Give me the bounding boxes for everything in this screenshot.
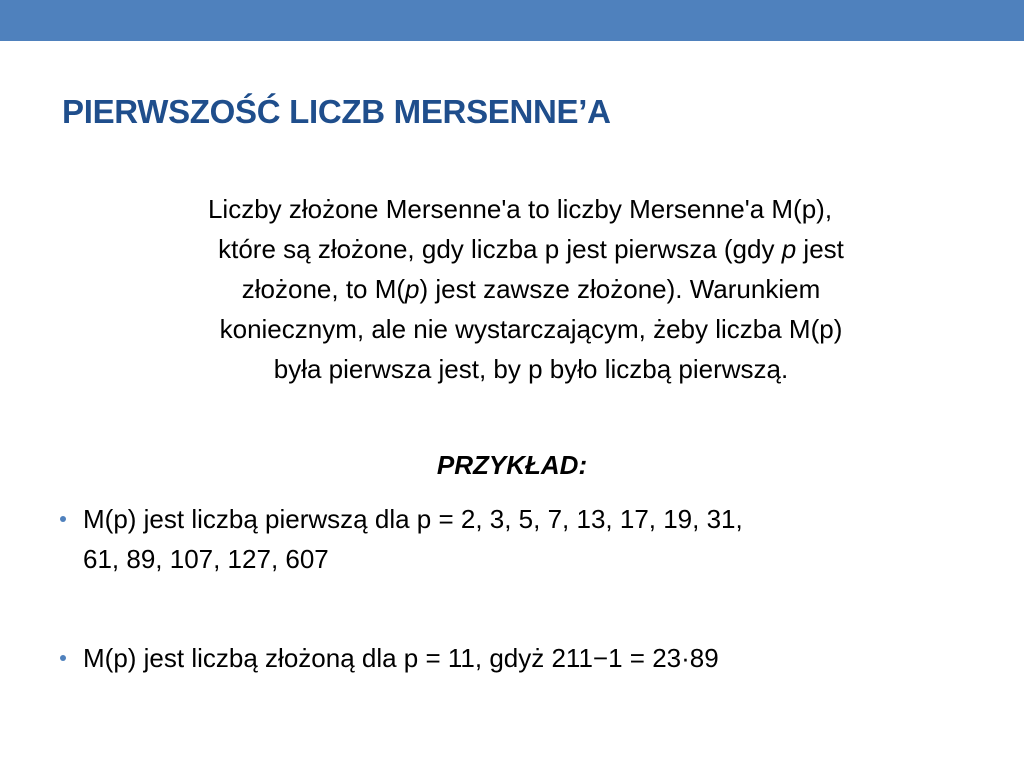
bullet-dot-icon: [60, 516, 66, 522]
intro-line-3-part-a: złożone, to M(: [241, 274, 406, 304]
top-accent-bar: [0, 0, 1024, 41]
slide-title: PIERWSZOŚĆ LICZB MERSENNE’A: [62, 93, 611, 130]
bullet-line-1: M(p) jest liczbą złożoną dla p = 11, gdyż 211−1 = 23·89: [83, 643, 719, 673]
intro-line-2-part-a: które są złożone, gdy liczba p jest pierwsza (gdy: [218, 234, 782, 264]
intro-paragraph: [70, 189, 970, 389]
bullet-item-composite: [60, 638, 719, 678]
bullet-item-primes: [60, 499, 743, 579]
intro-line-3-part-b: ) jest zawsze złożone). Warunkiem: [419, 274, 821, 304]
variable-p: p: [405, 274, 420, 304]
example-heading: PRZYKŁAD:: [436, 450, 588, 480]
bullet-line-1: M(p) jest liczbą pierwszą dla p = 2, 3, 5, 7, 13, 17, 19, 31,: [83, 504, 743, 534]
intro-line-2: [70, 229, 970, 269]
intro-line-4: koniecznym, ale nie wystarczającym, żeby liczba M(p): [219, 314, 843, 344]
bullet-line-2: 61, 89, 107, 127, 607: [83, 544, 329, 574]
variable-p: p: [781, 234, 797, 264]
intro-line-1: Liczby złożone Mersenne'a to liczby Mersenne'a M(p),: [207, 194, 833, 224]
bullet-dot-icon: [60, 655, 66, 661]
intro-line-3: [70, 269, 970, 309]
intro-line-2-part-b: jest: [796, 234, 844, 264]
intro-line-5: była pierwsza jest, by p było liczbą pierwszą.: [273, 354, 789, 384]
